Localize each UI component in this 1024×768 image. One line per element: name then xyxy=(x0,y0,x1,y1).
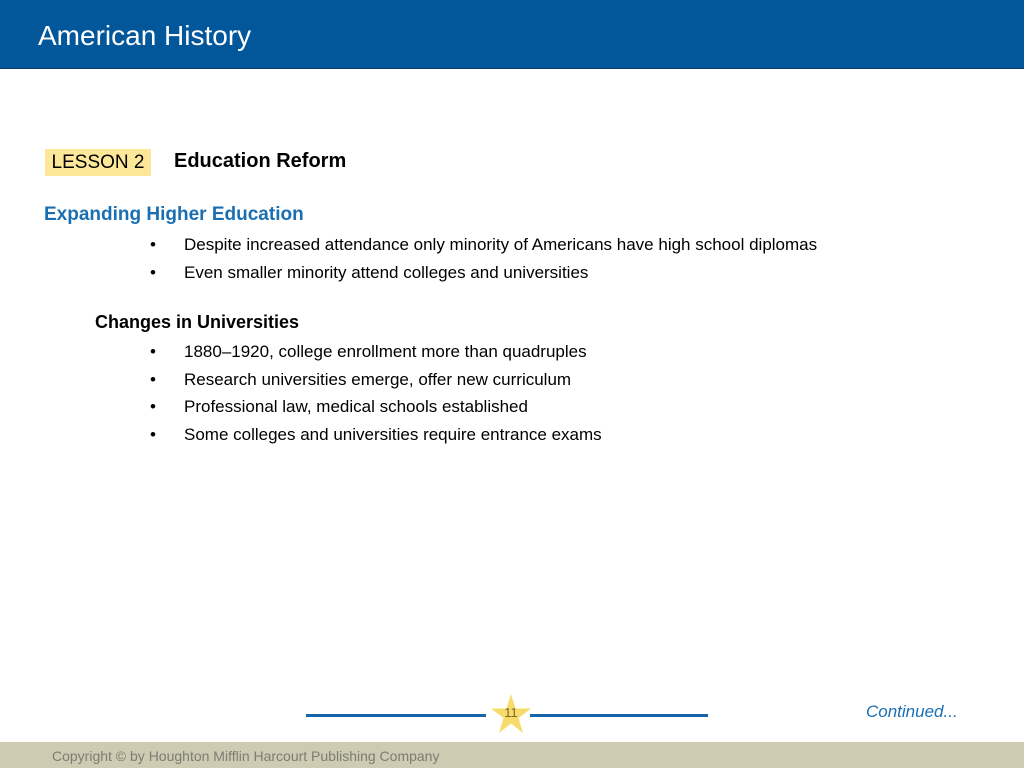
bullet-dot: • xyxy=(150,397,156,417)
list-item-text: Even smaller minority attend colleges and universities xyxy=(184,262,589,282)
list-item-text: Some colleges and universities require entrance exams xyxy=(184,425,602,445)
list-item xyxy=(150,393,602,421)
slide-header xyxy=(0,0,1024,69)
bullet-dot: • xyxy=(150,235,156,254)
list-item-text: 1880–1920, college enrollment more than quadruples xyxy=(184,342,587,361)
footer-divider-right xyxy=(530,714,708,717)
lesson-badge: LESSON 2 xyxy=(45,149,151,176)
bullet-dot: • xyxy=(150,342,156,361)
list-item xyxy=(150,231,817,259)
subsection-heading: Changes in Universities xyxy=(95,312,300,332)
footer-divider-left xyxy=(306,714,486,717)
bullet-dot: • xyxy=(150,262,156,282)
copyright-notice: Copyright © by Houghton Mifflin Harcourt Publishing Company xyxy=(52,748,440,764)
list-item xyxy=(150,259,817,287)
list-item-text: Despite increased attendance only minority of Americans have high school diplomas xyxy=(184,235,818,254)
section-bullet-list xyxy=(150,231,817,286)
subsection-bullet-list xyxy=(150,338,602,449)
list-item-text: Research universities emerge, offer new curriculum xyxy=(184,369,572,389)
course-title: American History xyxy=(38,20,252,51)
bullet-dot: • xyxy=(150,369,156,389)
continued-label: Continued... xyxy=(866,702,958,721)
list-item xyxy=(150,338,602,366)
list-item-text: Professional law, medical schools established xyxy=(184,397,528,417)
list-item xyxy=(150,421,602,449)
page-number: 11 xyxy=(504,705,518,720)
lesson-title: Education Reform xyxy=(174,150,347,172)
section-heading: Expanding Higher Education xyxy=(44,204,304,225)
list-item xyxy=(150,366,602,394)
bullet-dot: • xyxy=(150,425,156,445)
